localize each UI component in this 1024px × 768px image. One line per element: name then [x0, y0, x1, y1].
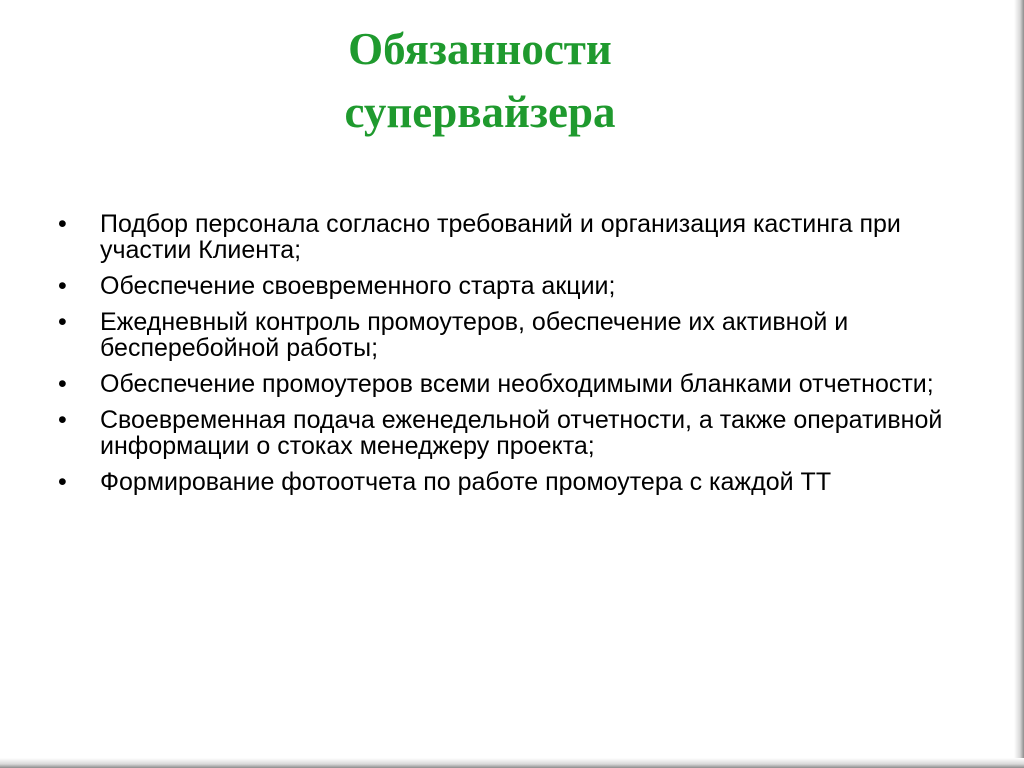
bullet-text: Своевременная подача еженедельной отчетности, а также оперативной информации о стоках менеджеру проекта; [100, 406, 943, 460]
bullet-marker: • [58, 272, 67, 300]
bullet-item [58, 407, 978, 459]
bullet-item [58, 371, 978, 397]
bullet-item [58, 469, 978, 495]
slide-title-line-1: Обязанности [348, 24, 612, 74]
bullet-text: Подбор персонала согласно требований и организация кастинга при участии Клиента; [100, 210, 901, 264]
bullet-text: Формирование фотоотчета по работе промоутера с каждой ТТ [100, 468, 832, 496]
bullet-marker: • [58, 210, 67, 238]
bullet-marker: • [58, 308, 67, 336]
bullet-item [58, 273, 978, 299]
bullet-item [58, 309, 978, 361]
bullet-text: Обеспечение своевременного старта акции; [100, 272, 616, 300]
bullet-list [58, 211, 978, 505]
slide-shadow-right [1014, 0, 1024, 768]
slide-title [240, 18, 720, 144]
bullet-marker: • [58, 406, 67, 434]
bullet-text: Обеспечение промоутеров всеми необходимыми бланками отчетности; [100, 370, 934, 398]
bullet-text: Ежедневный контроль промоутеров, обеспечение их активной и бесперебойной работы; [100, 308, 849, 362]
slide-title-line-2: супервайзера [344, 87, 616, 137]
bullet-marker: • [58, 468, 67, 496]
bullet-item [58, 211, 978, 263]
bullet-marker: • [58, 370, 67, 398]
slide-shadow-bottom [0, 758, 1024, 768]
